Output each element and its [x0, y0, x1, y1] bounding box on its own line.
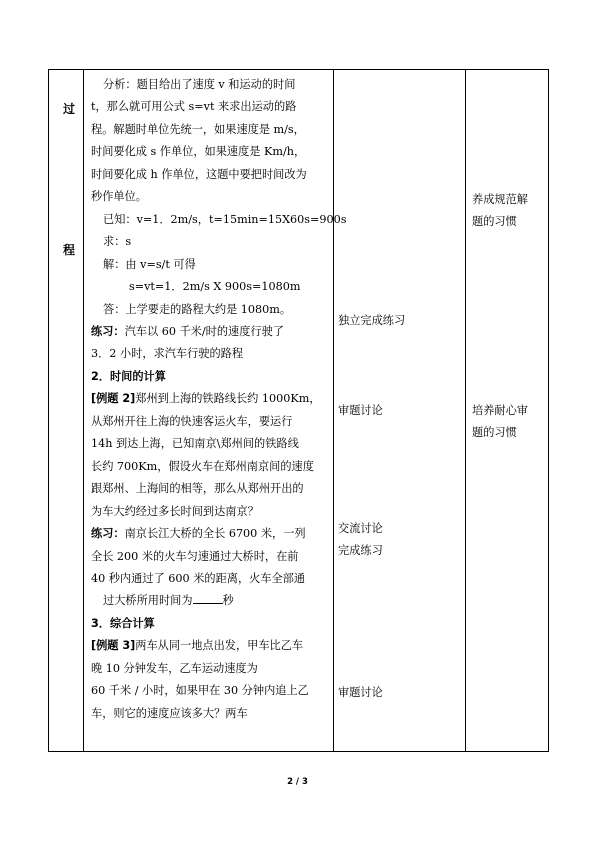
student-activity: 审题讨论 [338, 686, 383, 699]
content-line-text: 60 千米 / 小时，如果甲在 30 分钟内追上乙 [91, 684, 309, 698]
content-line-text: 40 秒内通过了 600 米的距离，火车全部通 [91, 571, 306, 585]
page-number: 2 / 3 [287, 777, 308, 787]
content-line-text: 3．2 小时，求汽车行驶的路程 [91, 347, 244, 361]
content-line-text: 时间要化成 h 作单位，这题中要把时间改为 [91, 167, 307, 181]
student-activity: 交流讨论 [338, 522, 383, 535]
content-line-text: 解：由 v=s/t 可得 [103, 257, 196, 271]
content-line [91, 209, 347, 231]
content-line-text: 两车从同一地点出发，甲车比乙车 [135, 639, 304, 653]
content-line [91, 299, 327, 321]
content-line-text: 跟郑州、上海间的相等，那么从郑州开出的 [91, 482, 304, 496]
content-line-text: 秒作单位。 [91, 190, 147, 204]
design-intent: 养成规范解 [472, 193, 528, 206]
content-line [91, 703, 327, 725]
student-activity: 完成练习 [338, 544, 383, 557]
content-line-text: 求：s [103, 235, 132, 249]
content-line-text: 从郑州开往上海的快速客运火车，要运行 [91, 414, 293, 428]
content-line [91, 366, 327, 388]
content-line [91, 501, 327, 523]
content-line [91, 433, 327, 455]
content-line [91, 635, 327, 657]
content-line-text: 晚 10 分钟发车，乙车运动速度为 [91, 661, 258, 675]
content-line [91, 478, 327, 500]
content-line-text: 答：上学要走的路程大约是 1080m。 [103, 302, 292, 316]
column-divider [333, 70, 334, 751]
content-line-emphasis: 2．时间的计算 [91, 369, 166, 383]
content-line [91, 96, 327, 118]
content-line [91, 276, 327, 298]
content-line-text: 车，则它的速度应该多大？两车 [91, 706, 248, 720]
content-line-text: 14h 到达上海，已知南京\郑州间的铁路线 [91, 437, 299, 451]
content-line-text: 郑州到上海的铁路线长约 1000Km， [135, 392, 321, 406]
content-line-text: 南京长江大桥的全长 6700 米，一列 [124, 527, 306, 541]
content-line-text: 为车大约经过多长时间到达南京？ [91, 504, 259, 518]
content-line [91, 254, 327, 276]
content-line-text: 分析：题目给出了速度 v 和运动的时间 [103, 78, 296, 91]
content-line [91, 119, 327, 141]
content-line [91, 321, 327, 343]
content-line [91, 680, 327, 702]
design-intent: 题的习惯 [472, 426, 517, 439]
content-line [91, 658, 327, 680]
content-line-suffix: 秒 [222, 594, 234, 608]
content-line [91, 590, 327, 612]
content-line [91, 388, 327, 410]
column-divider [83, 70, 84, 751]
content-line-emphasis: [例题 3] [91, 639, 136, 653]
student-activity: 独立完成练习 [338, 314, 406, 327]
content-line [91, 546, 327, 568]
content-line [91, 231, 327, 253]
column-divider [465, 70, 466, 751]
content-line-text: 已知：v=1．2m/s，t=15min=15X60s=900s [103, 212, 347, 226]
content-line-text: 全长 200 米的火车匀速通过大桥时，在前 [91, 549, 299, 563]
content-line [91, 456, 327, 478]
content-line-emphasis: 练习： [91, 324, 125, 338]
content-line [91, 74, 327, 96]
phase-label: 程 [63, 243, 76, 257]
content-line [91, 186, 327, 208]
content-line-text: t，那么就可用公式 s=vt 来求出运动的路 [91, 100, 297, 114]
content-line [91, 141, 327, 163]
content-line-text: 程。解题时单位先统一，如果速度是 m/s， [91, 122, 305, 136]
content-line [91, 523, 327, 545]
content-line-emphasis: 3．综合计算 [91, 616, 155, 630]
content-line [91, 568, 327, 590]
content-line-text: 过大桥所用时间为 [103, 594, 193, 608]
content-line-text: 长约 700Km，假设火车在郑州南京间的速度 [91, 459, 314, 473]
answer-blank [193, 593, 223, 604]
content-line [91, 343, 327, 365]
content-line-emphasis: 练习： [91, 527, 125, 541]
content-line [91, 613, 327, 635]
content-line-emphasis: [例题 2] [91, 392, 136, 406]
student-activity: 审题讨论 [338, 404, 383, 417]
design-intent: 题的习惯 [472, 215, 517, 228]
phase-label: 过 [63, 102, 76, 116]
lesson-content [91, 74, 347, 725]
content-line [91, 164, 327, 186]
lesson-table [48, 69, 549, 752]
content-line-text: s=vt=1．2m/s X 900s=1080m [129, 280, 301, 294]
content-line-text: 汽车以 60 千米/时的速度行驶了 [124, 324, 284, 338]
content-line-text: 时间要化成 s 作单位，如果速度是 Km/h， [91, 145, 306, 159]
design-intent: 培养耐心审 [472, 404, 528, 417]
content-line [91, 411, 327, 433]
